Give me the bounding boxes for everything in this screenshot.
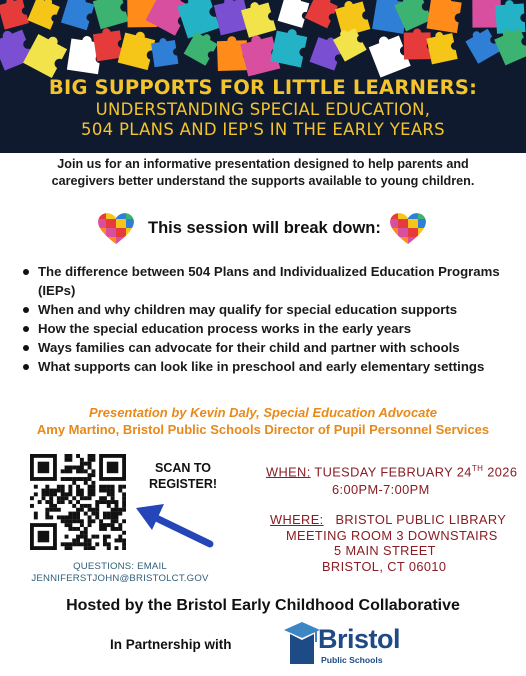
venue-street: 5 MAIN STREET [334,543,436,558]
puzzle-piece [0,0,29,30]
intro-line1: Join us for an informative presentation designed to help parents and [57,157,469,171]
list-item: What supports can look like in preschool and early elementary settings [22,357,522,376]
puzzle-piece [305,0,340,28]
page-title: BIG SUPPORTS FOR LITTLE LEARNERS: [48,76,478,99]
venue-city: BRISTOL, CT 06010 [322,558,447,574]
header-banner [0,0,526,153]
when-label: WHEN: [266,464,311,480]
session-heading: This session will break down: [148,219,381,237]
page-subtitle-line2: 504 PLANS AND IEP'S IN THE EARLY YEARS [81,120,445,139]
partnership-label: In Partnership with [110,637,232,652]
puzzle-piece [61,0,96,30]
puzzle-piece [270,26,308,67]
puzzle-piece [23,30,69,78]
questions-label: QUESTIONS: EMAIL [73,561,167,572]
venue-name: BRISTOL PUBLIC LIBRARY [335,512,507,527]
venue-room: MEETING ROOM 3 DOWNSTAIRS [286,527,498,543]
event-year: 2026 [487,464,518,480]
puzzle-piece [92,0,129,29]
hosted-by: Hosted by the Bristol Early Childhood Collaborative [66,597,460,614]
list-item: The difference between 504 Plans and Individualized Education Programs (IEPs) [22,262,522,300]
contact-email[interactable]: JENNIFERSTJOHN@BRISTOLCT.GOV [31,573,209,584]
qr-code[interactable] [30,454,126,550]
puzzle-heart-icon [96,210,136,246]
scan-to-register [142,460,224,492]
session-heading-row [0,210,526,246]
logo-word: Bristol [318,624,401,654]
event-when [266,460,517,499]
puzzle-piece [404,28,431,59]
puzzle-piece [176,0,220,38]
puzzle-heart-icon [388,210,428,246]
puzzle-piece [427,0,463,33]
puzzle-piece [278,0,311,28]
puzzle-pieces-banner [0,0,526,78]
logo-subtitle: Public Schools [321,655,383,665]
where-label: WHERE: [270,512,324,527]
event-date: TUESDAY FEBRUARY 24 [314,464,472,480]
page-subtitle-line1: UNDERSTANDING SPECIAL EDUCATION, [95,100,431,119]
scan-line1: SCAN TO [154,461,212,475]
event-where [270,512,506,574]
puzzle-piece [118,28,157,70]
puzzle-piece [27,0,61,30]
arrow-icon [130,500,222,552]
questions-contact [20,561,220,585]
puzzle-piece [463,25,500,63]
date-suffix: TH [471,464,484,473]
presenter-line2: Amy Martino, Bristol Public Schools Director of Pupil Personnel Services [36,422,490,437]
title-block [0,76,526,140]
event-time: 6:00PM-7:00PM [332,482,430,498]
intro-line2: caregivers better understand the supports available to young children. [51,174,475,188]
puzzle-piece [495,0,526,34]
presenter-line1: Presentation by Kevin Daly, Special Education Advocate [89,405,437,420]
scan-line2: REGISTER! [148,477,218,491]
intro-text [10,156,516,190]
list-item: How the special education process works in the early years [22,319,522,338]
presenters [0,404,526,438]
list-item: When and why children may qualify for special education supports [22,300,522,319]
list-item: Ways families can advocate for their child and partner with schools [22,338,522,357]
topic-list [22,262,522,376]
puzzle-piece [92,26,124,61]
